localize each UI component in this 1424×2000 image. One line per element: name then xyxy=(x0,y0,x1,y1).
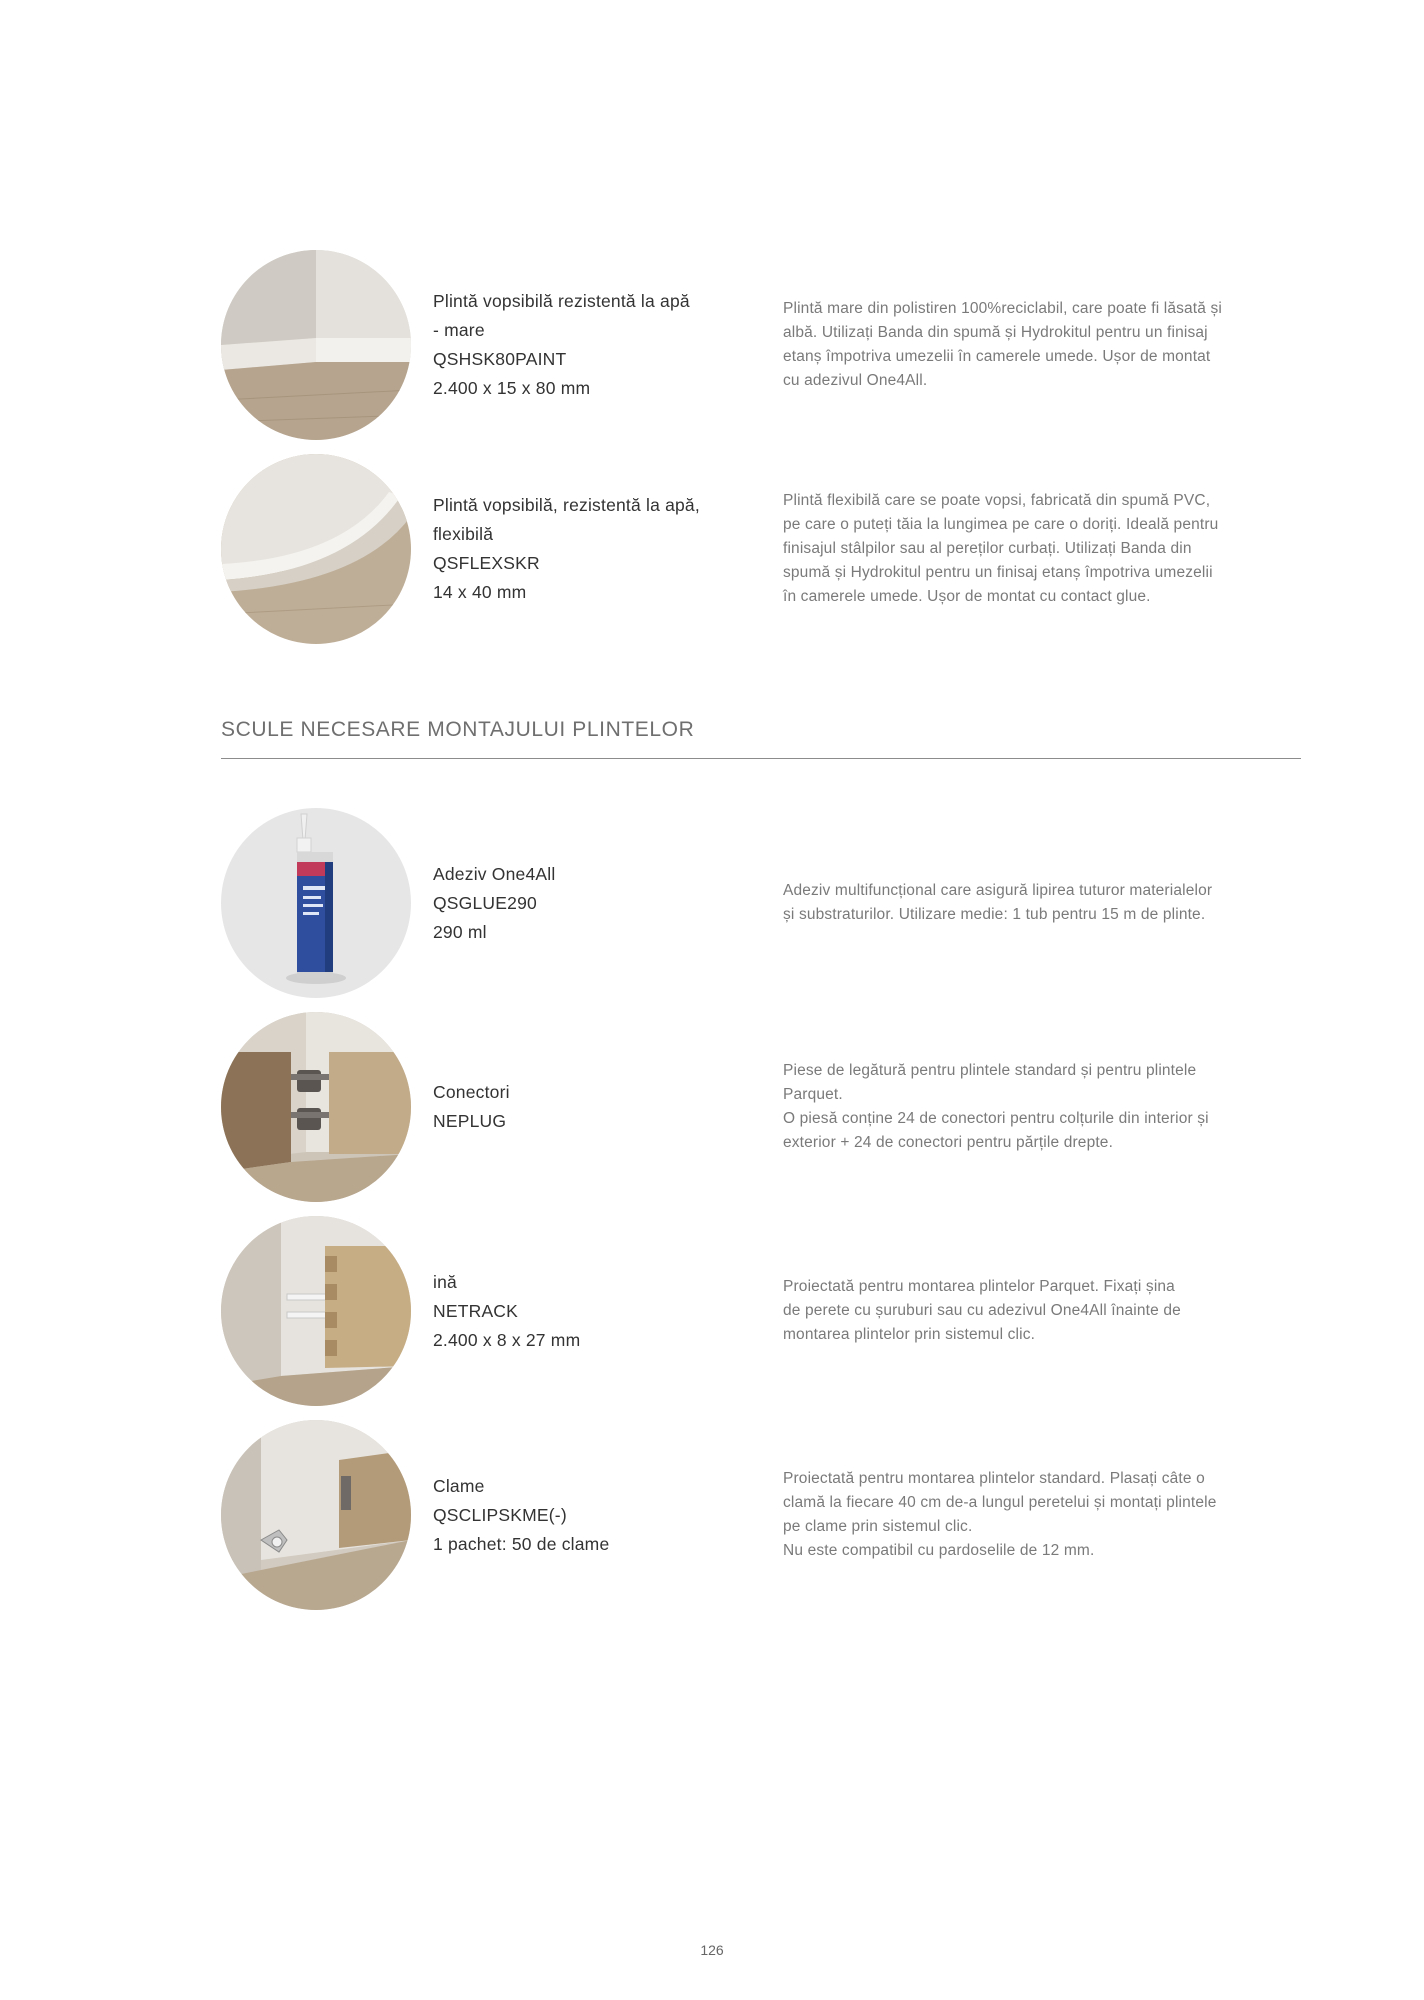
description-line: exterior + 24 de conectori pentru părțile drepte. xyxy=(783,1134,1114,1151)
page-number: 126 xyxy=(700,1942,724,1958)
product-description xyxy=(783,454,1303,644)
tool-size: 2.400 x 8 x 27 mm xyxy=(433,1329,581,1350)
tool-name: ină xyxy=(433,1271,457,1292)
description-line: pe care o puteți tăia la lungimea pe care o doriți. Ideală pentru xyxy=(783,516,1219,533)
tool-name: Conectori xyxy=(433,1082,510,1102)
description-line: albă. Utilizați Banda din spumă și Hydrokitul pentru un finisaj xyxy=(783,324,1208,341)
section-divider xyxy=(221,758,1301,759)
description-line: Nu este compatibil cu pardoselile de 12 mm. xyxy=(783,1542,1095,1559)
description-line: cu adezivul One4All. xyxy=(783,372,928,389)
product-size: 2.400 x 15 x 80 mm xyxy=(433,378,591,398)
product-name-cont: flexibilă xyxy=(433,524,494,544)
tool-code: NETRACK xyxy=(433,1300,519,1321)
description-line: și substraturilor. Utilizare medie: 1 tub pentru 15 m de plinte. xyxy=(783,906,1206,923)
product-code: QSFLEXSKR xyxy=(433,553,540,573)
description-line: finisajul stâlpilor sau al pereților curbați. Utilizați Banda din xyxy=(783,540,1192,557)
glue-tube-image xyxy=(221,808,411,998)
tool-name: Clame xyxy=(433,1475,485,1496)
tool-code: QSGLUE290 xyxy=(433,892,537,913)
tool-description xyxy=(783,1216,1303,1406)
tool-description xyxy=(783,1420,1303,1610)
connectors-image xyxy=(221,1012,411,1202)
description-line: Adeziv multifuncțional care asigură lipirea tuturor materialelor xyxy=(783,882,1213,899)
product-description xyxy=(783,250,1303,440)
clips-image xyxy=(221,1420,411,1610)
product-name-cont: - mare xyxy=(433,320,485,340)
description-line: etanș împotriva umezelii în camerele umede. Ușor de montat xyxy=(783,348,1211,365)
tool-info xyxy=(433,1420,753,1610)
description-line: montarea plintelor prin sistemul clic. xyxy=(783,1326,1036,1343)
product-code: QSHSK80PAINT xyxy=(433,349,567,369)
skirting-board-corner-image xyxy=(221,250,411,440)
section-title: SCULE NECESARE MONTAJULUI PLINTELOR xyxy=(221,718,695,741)
tool-row xyxy=(221,1420,1301,1610)
description-line: clamă la fiecare 40 cm de-a lungul peretelui și montați plintele xyxy=(783,1494,1217,1511)
description-line: O piesă conține 24 de conectori pentru colțurile din interior și xyxy=(783,1110,1209,1127)
tool-code: QSCLIPSKME(-) xyxy=(433,1504,567,1525)
description-line: de perete cu șuruburi sau cu adezivul One4All înainte de xyxy=(783,1302,1181,1319)
tool-info xyxy=(433,808,753,998)
description-line: Plintă mare din polistiren 100%reciclabil, care poate fi lăsată și xyxy=(783,300,1222,317)
tool-description xyxy=(783,808,1303,998)
product-info xyxy=(433,454,753,644)
product-size: 14 x 40 mm xyxy=(433,582,527,602)
description-line: Plintă flexibilă care se poate vopsi, fabricată din spumă PVC, xyxy=(783,492,1211,509)
product-name: Plintă vopsibilă rezistentă la apă xyxy=(433,291,690,311)
description-line: Parquet. xyxy=(783,1086,843,1103)
product-name: Plintă vopsibilă, rezistentă la apă, xyxy=(433,495,700,515)
tool-row xyxy=(221,808,1301,998)
description-line: pe clame prin sistemul clic. xyxy=(783,1518,973,1535)
product-row xyxy=(221,454,1301,644)
description-line: Proiectată pentru montarea plintelor standard. Plasați câte o xyxy=(783,1470,1205,1487)
tool-code: NEPLUG xyxy=(433,1111,507,1131)
description-line: Proiectată pentru montarea plintelor Parquet. Fixați șina xyxy=(783,1278,1175,1295)
tool-info xyxy=(433,1216,753,1406)
rail-track-image xyxy=(221,1216,411,1406)
tool-row xyxy=(221,1012,1301,1202)
product-info xyxy=(433,250,753,440)
tool-info xyxy=(433,1012,753,1202)
flexible-skirting-curve-image xyxy=(221,454,411,644)
tool-size: 290 ml xyxy=(433,921,487,942)
description-line: Piese de legătură pentru plintele standard și pentru plintele xyxy=(783,1062,1197,1079)
product-row xyxy=(221,250,1301,440)
description-line: spumă și Hydrokitul pentru un finisaj etanș împotriva umezelii xyxy=(783,564,1213,581)
tool-size: 1 pachet: 50 de clame xyxy=(433,1533,610,1554)
tool-name: Adeziv One4All xyxy=(433,863,556,884)
tool-row xyxy=(221,1216,1301,1406)
tool-description xyxy=(783,1012,1303,1202)
description-line: în camerele umede. Ușor de montat cu contact glue. xyxy=(783,588,1151,605)
